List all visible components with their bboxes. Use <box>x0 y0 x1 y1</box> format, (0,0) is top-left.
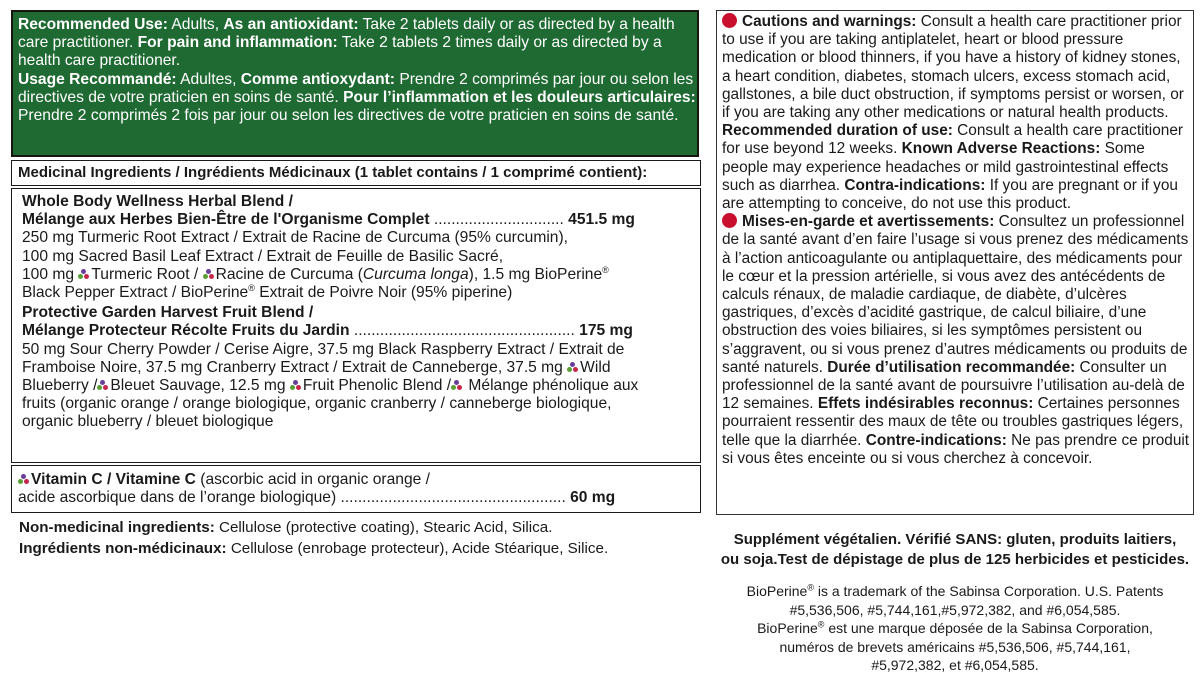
text: Cellulose (protective coating), Stearic Acid, Silica. <box>214 519 553 536</box>
cautions-panel <box>716 10 1194 515</box>
cautions-en <box>722 13 1193 213</box>
latin-name: Curcuma longa <box>362 265 469 283</box>
text: Take 2 tablets 2 times daily or as directed by a health care practitioner. <box>18 34 662 70</box>
stop-sign-icon <box>722 213 737 228</box>
text: #5,536,506, #5,744,161,#5,972,382, and #6,054,585. <box>789 601 1121 618</box>
text <box>716 619 1194 638</box>
cautions-fr <box>722 213 1193 468</box>
label: Ingrédients non-médicinaux: <box>19 540 227 557</box>
ingredient-line <box>22 266 700 284</box>
text: Consultez un professionnel de la santé avant d’en faire l’usage si vous prenez des médicaments à l’action anticoagulante ou antiplaquettaire, des médicaments pour le cœur et la pression artérielle, si vous avez des antécédents de calculs rénaux, de maladie cardiaque, de diabète, d’ulcères gastriques, d’excès d’acidité gastrique, de calcul biliaire, d’une obstruction des voies biliaires, si les symptômes persistent ou s’aggravent, ou si vous prenez d’autres médicaments ou produits de santé naturels. <box>722 213 1189 376</box>
non-medicinal-en <box>19 517 608 538</box>
text: Supplément végétalien. Vérifié SANS: gluten, produits laitiers, <box>733 531 1177 548</box>
text: #5,972,382, et #6,054,585. <box>871 657 1039 674</box>
text: Whole Body Wellness Herbal Blend / <box>22 193 293 210</box>
text: acide ascorbique dans de l’orange biologique) <box>18 489 337 507</box>
text: Protective Garden Harvest Fruit Blend / <box>22 304 314 322</box>
ingredient-line: 50 mg Sour Cherry Powder / Cerise Aigre, 37.5 mg Black Raspberry Extract / Extrait de <box>22 340 625 358</box>
text: Wild <box>580 358 611 376</box>
recommended-use-fr <box>18 71 697 126</box>
text: Consulter un professionnel de la santé avant de poursuivre l’utilisation au-delà de 12 semaines. <box>722 358 1185 413</box>
antioxidant-label-fr: Comme antioxydant: <box>240 70 395 88</box>
text: numéros de brevets américains #5,536,506, #5,744,161, <box>779 638 1131 655</box>
antioxidant-label: As an antioxidant: <box>223 16 359 33</box>
stop-sign-icon <box>722 13 737 28</box>
vegan-statement <box>716 530 1194 570</box>
blend2-name-fr <box>22 322 700 340</box>
vitamin-name: Vitamin C / Vitamine C <box>31 471 196 488</box>
text: Certaines personnes pourraient ressentir des maux de tête ou troubles gastriques légers, telle que la diarrhée. <box>722 395 1184 449</box>
text: Blueberry / <box>22 377 98 395</box>
organic-icon <box>78 269 89 280</box>
organic-icon <box>97 380 108 391</box>
blend2-name-en <box>22 304 700 322</box>
text: BioPerine <box>757 620 818 637</box>
organic-icon <box>203 269 214 280</box>
text: Ne pas prendre ce produit si vous êtes enceinte ou si vous cherchez à concevoir. <box>722 431 1190 467</box>
dots: ................................................... <box>349 322 575 340</box>
text: Turmeric Root / <box>91 265 203 283</box>
registered-mark: ® <box>248 282 255 293</box>
text: Adults, <box>167 16 224 33</box>
registered-mark: ® <box>807 582 814 593</box>
organic-icon <box>18 474 29 485</box>
text: Adultes, <box>176 70 241 88</box>
ingredient-line: 250 mg Turmeric Root Extract / Extrait de Racine de Curcuma (95% curcumin), <box>22 229 568 247</box>
ingredient-line: fruits (organic orange / orange biologique, organic cranberry / canneberge biologique, <box>22 395 612 413</box>
text: Black Pepper Extract / BioPerine <box>22 284 249 302</box>
text: Some people may experience headaches or mild gastrointestinal effects such as diarrhea. <box>722 140 1169 194</box>
text: Mélange phénolique aux <box>464 377 639 395</box>
label: Mises-en-garde et avertissements: <box>742 213 995 231</box>
pain-label-fr: Pour l’inflammation et les douleurs articulaires: <box>343 88 696 106</box>
text: Framboise Noire, 37.5 mg Cranberry Extract / Extrait de Canneberge, 37.5 mg <box>22 358 568 376</box>
ingredient-line: organic blueberry / bleuet biologique <box>22 413 274 431</box>
ingredient-line <box>22 284 700 302</box>
label: Contra-indications: <box>844 176 986 194</box>
vitamin-c-panel <box>11 465 701 513</box>
blend1-name-fr <box>22 211 700 229</box>
text: Prendre 2 comprimés 2 fois par jour ou selon les directives de votre praticien en soins de santé. <box>18 107 679 125</box>
blend2-amount: 175 mg <box>574 322 633 340</box>
vitamin-line <box>18 489 700 507</box>
ingredient-line <box>22 359 700 377</box>
text: BioPerine <box>746 583 808 599</box>
medicinal-ingredients-panel <box>11 188 701 463</box>
text: Racine de Curcuma ( <box>215 265 363 283</box>
medicinal-ingredients-header: Medicinal Ingredients / Ingrédients Médicinaux (1 tablet contains / 1 comprimé contient): <box>11 160 701 186</box>
label: Non-medicinal ingredients: <box>19 519 215 536</box>
non-medicinal-fr <box>19 538 608 559</box>
vitamin-line <box>18 471 700 489</box>
text: Prendre 2 comprimés par jour ou selon les directives de votre praticien en soins de santé. <box>18 70 694 106</box>
text: Mélange Protecteur Récolte Fruits du Jardin <box>22 322 350 340</box>
text: Consult a health care practitioner prior to use if you are taking antiplatelet, heart or blood pressure medication or blood thinners, if you have a history of kidney stones, a heart condition, diabetes, stomach ulcers, excess stomach acid, gallstones, a bile duct obstruction, if symptoms persist or worsen, or if you are taking any other medications or natural health products. <box>722 13 1184 122</box>
pain-label: For pain and inflammation: <box>137 34 338 52</box>
dots: .................................................... <box>336 489 566 507</box>
recommended-use-label: Recommended Use: <box>18 16 168 33</box>
text: ), 1.5 mg BioPerine <box>468 265 603 283</box>
registered-mark: ® <box>817 619 825 630</box>
text: Bleuet Sauvage, 12.5 mg <box>110 377 290 395</box>
text: Take 2 tablets daily or as directed by a health care practitioner. <box>18 16 675 52</box>
ingredient-line <box>22 377 700 395</box>
dots: .............................. <box>429 211 564 229</box>
organic-icon <box>567 362 578 373</box>
text: Extrait de Poivre Noir (95% piperine) <box>254 284 513 302</box>
recommended-use-en <box>18 16 697 71</box>
label: Contre-indications: <box>865 431 1007 449</box>
label: Cautions and warnings: <box>742 13 917 30</box>
recommended-use-panel <box>11 10 699 157</box>
blend1-name-en <box>22 193 700 211</box>
text: ou soja.Test de dépistage de plus de 125 herbicides et pesticides. <box>720 551 1190 568</box>
label: Effets indésirables reconnus: <box>817 395 1034 413</box>
text: Fruit Phenolic Blend / <box>302 377 452 395</box>
ingredient-line: 100 mg Sacred Basil Leaf Extract / Extrait de Feuille de Basilic Sacré, <box>22 247 504 265</box>
text: Cellulose (enrobage protecteur), Acide Stéarique, Silice. <box>226 540 609 557</box>
non-medicinal-ingredients <box>19 517 608 559</box>
organic-icon <box>290 380 301 391</box>
text: is a trademark of the Sabinsa Corporation. U.S. Patents <box>813 583 1164 599</box>
text: Mélange aux Herbes Bien-Être de l'Organisme Complet <box>22 211 430 229</box>
label: Durée d’utilisation recommandée: <box>827 358 1076 376</box>
text <box>716 582 1194 601</box>
label: Known Adverse Reactions: <box>901 140 1101 158</box>
text: est une marque déposée de la Sabinsa Corporation, <box>824 620 1153 637</box>
usage-label: Usage Recommandé: <box>18 70 177 88</box>
registered-mark: ® <box>602 264 609 275</box>
label: Recommended duration of use: <box>722 122 953 140</box>
text: Consult a health care practitioner for use beyond 12 weeks. <box>722 122 1184 158</box>
blend1-amount: 451.5 mg <box>563 211 635 229</box>
vitamin-amount: 60 mg <box>565 489 616 507</box>
organic-icon <box>451 380 462 391</box>
text: (ascorbic acid in organic orange / <box>195 471 430 488</box>
trademark-notice <box>716 582 1194 675</box>
text: If you are pregnant or if you are attempting to conceive, do not use this product. <box>722 176 1178 213</box>
text: 100 mg <box>22 265 79 283</box>
